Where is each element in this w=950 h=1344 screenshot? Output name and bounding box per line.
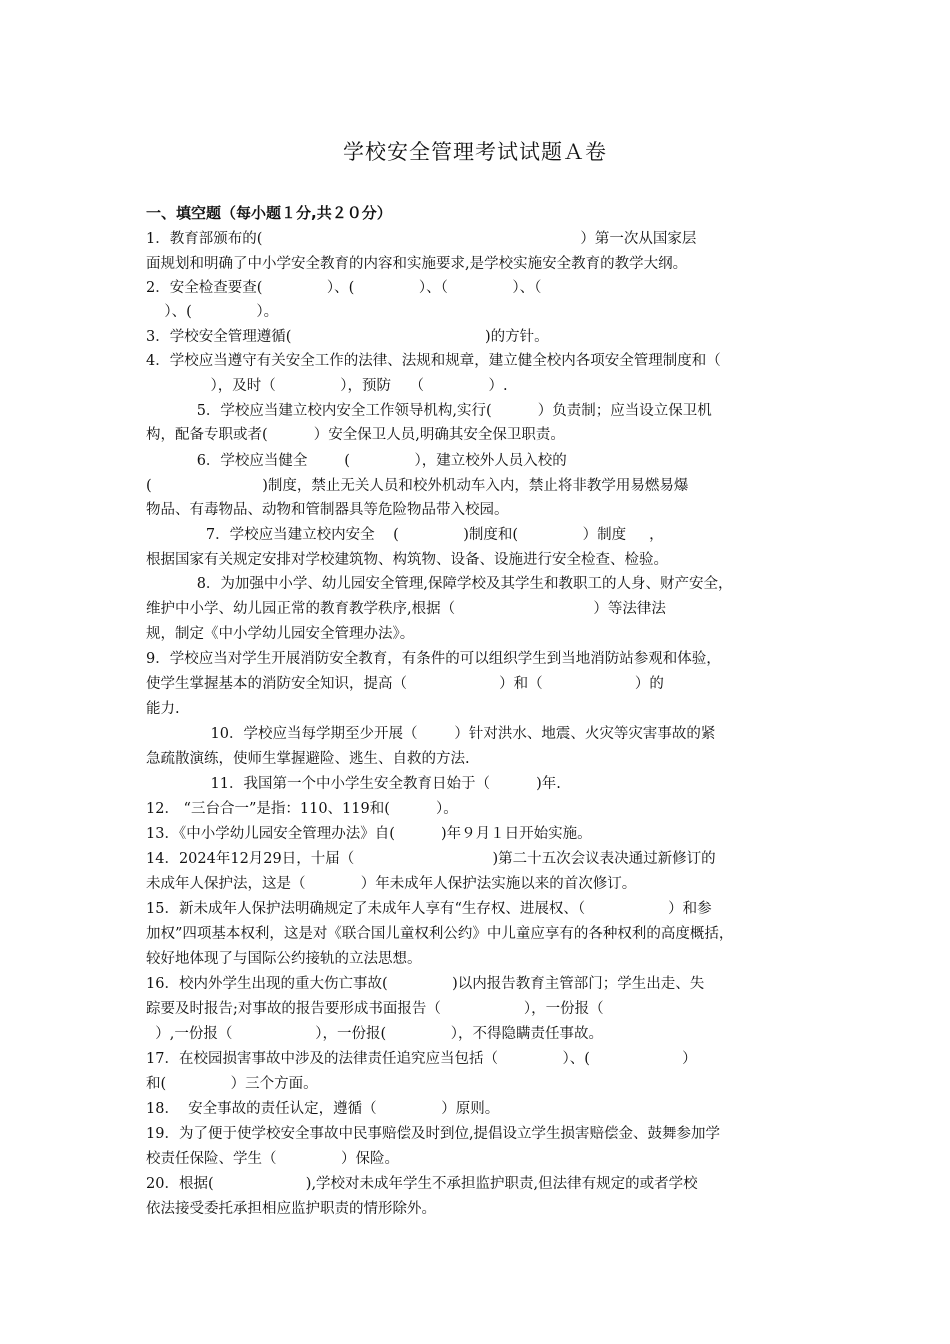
question-line: 急疏散演练，使师生掌握避险、逃生、自救的方法. [146,751,470,767]
question-line: 9．学校应当对学生开展消防安全教育，有条件的可以组织学生到当地消防站参观和体验， [146,651,721,667]
question-line: 14．2024年12月29日，十届（ )第二十五次会议表决通过新修订的 [146,851,716,867]
question-line: 规，制定《中小学幼儿园安全管理办法》。 [146,626,415,642]
question-line: 6．学校应当健全 ( ），建立校外人员入校的 [146,453,567,469]
question-line: 踪要及时报告;对事故的报告要形成书面报告（ ），一份报（ [146,1001,604,1017]
question-line: 8．为加强中小学、幼儿园安全管理,保障学校及其学生和教职工的人身、财产安全， [146,576,733,592]
question-line: ( )制度，禁止无关人员和校外机动车入内，禁止将非教学用易燃易爆 [146,478,689,494]
question-line: 维护中小学、幼儿园正常的教育教学秩序,根据（ ）等法律法 [146,601,666,617]
question-line: 5．学校应当建立校内安全工作领导机构,实行( ）负责制；应当设立保卫机 [146,403,712,419]
question-line: ）、( ）。 [146,304,279,320]
section-heading: 一、填空题（每小题１分,共２０分） [146,204,392,222]
question-line: 校责任保险、学生（ ）保险。 [146,1151,400,1167]
question-line: 未成年人保护法，这是（ ）年未成年人保护法实施以来的首次修订。 [146,876,637,892]
question-line: ），及时（ ），预防 （ ）. [146,378,508,394]
question-line: 面规划和明确了中小学安全教育的内容和实施要求,是学校实施安全教育的教学大纲。 [146,256,688,272]
question-line: 13．《中小学幼儿园安全管理办法》自( )年９月１日开始实施。 [146,826,592,842]
question-line: 4．学校应当遵守有关安全工作的法律、法规和规章，建立健全校内各项安全管理制度和（ [146,353,721,369]
page-title: 学校安全管理考试试题Ａ卷 [343,140,607,164]
question-line: 18． 安全事故的责任认定，遵循（ ）原则。 [146,1101,500,1117]
question-line: ）,一份报（ ），一份报( ），不得隐瞒责任事故。 [146,1026,603,1042]
question-line: 3．学校安全管理遵循( )的方针。 [146,329,549,345]
question-line: 加权”四项基本权利，这是对《联合国儿童权利公约》中儿童应享有的各种权利的高度概括， [146,926,734,942]
question-line: 使学生掌握基本的消防安全知识，提高（ ）和（ ）的 [146,676,664,692]
question-line: 根据国家有关规定安排对学校建筑物、构筑物、设备、设施进行安全检查、检验。 [146,552,668,568]
question-line: 较好地体现了与国际公约接轨的立法思想。 [146,951,422,967]
question-line: 构，配备专职或者( ）安全保卫人员,明确其安全保卫职责。 [146,427,565,443]
question-line: 11．我国第一个中小学生安全教育日始于（ )年. [146,776,561,792]
question-line: 10．学校应当每学期至少开展（ ）针对洪水、地震、火灾等灾害事故的紧 [146,726,716,742]
question-line: 7．学校应当建立校内安全 ( )制度和( ）制度 ， [146,527,664,543]
question-line: 2．安全检查要查( ）、( ）、（ ）、（ [146,280,542,296]
question-line: 12． “三台合一”是指：110、119和( ）。 [146,801,458,817]
question-line: 能力. [146,701,180,717]
question-line: 20．根据( ),学校对未成年学生不承担监护职责,但法律有规定的或者学校 [146,1176,698,1192]
question-line: 15．新未成年人保护法明确规定了未成年人享有“生存权、进展权、（ ）和参 [146,901,712,917]
question-line: 和( ）三个方面。 [146,1076,318,1092]
question-line: 1．教育部颁布的( ）第一次从国家层 [146,231,697,247]
question-line: 17．在校园损害事故中涉及的法律责任追究应当包括（ ）、( ） [146,1051,697,1067]
question-line: 物品、有毒物品、动物和管制器具等危险物品带入校园。 [146,502,509,518]
question-line: 依法接受委托承担相应监护职责的情形除外。 [146,1201,436,1217]
question-line: 16．校内外学生出现的重大伤亡事故( )以内报告教育主管部门；学生出走、失 [146,976,705,992]
question-line: 19．为了便于使学校安全事故中民事赔偿及时到位,提倡设立学生损害赔偿金、鼓舞参加学 [146,1126,721,1142]
